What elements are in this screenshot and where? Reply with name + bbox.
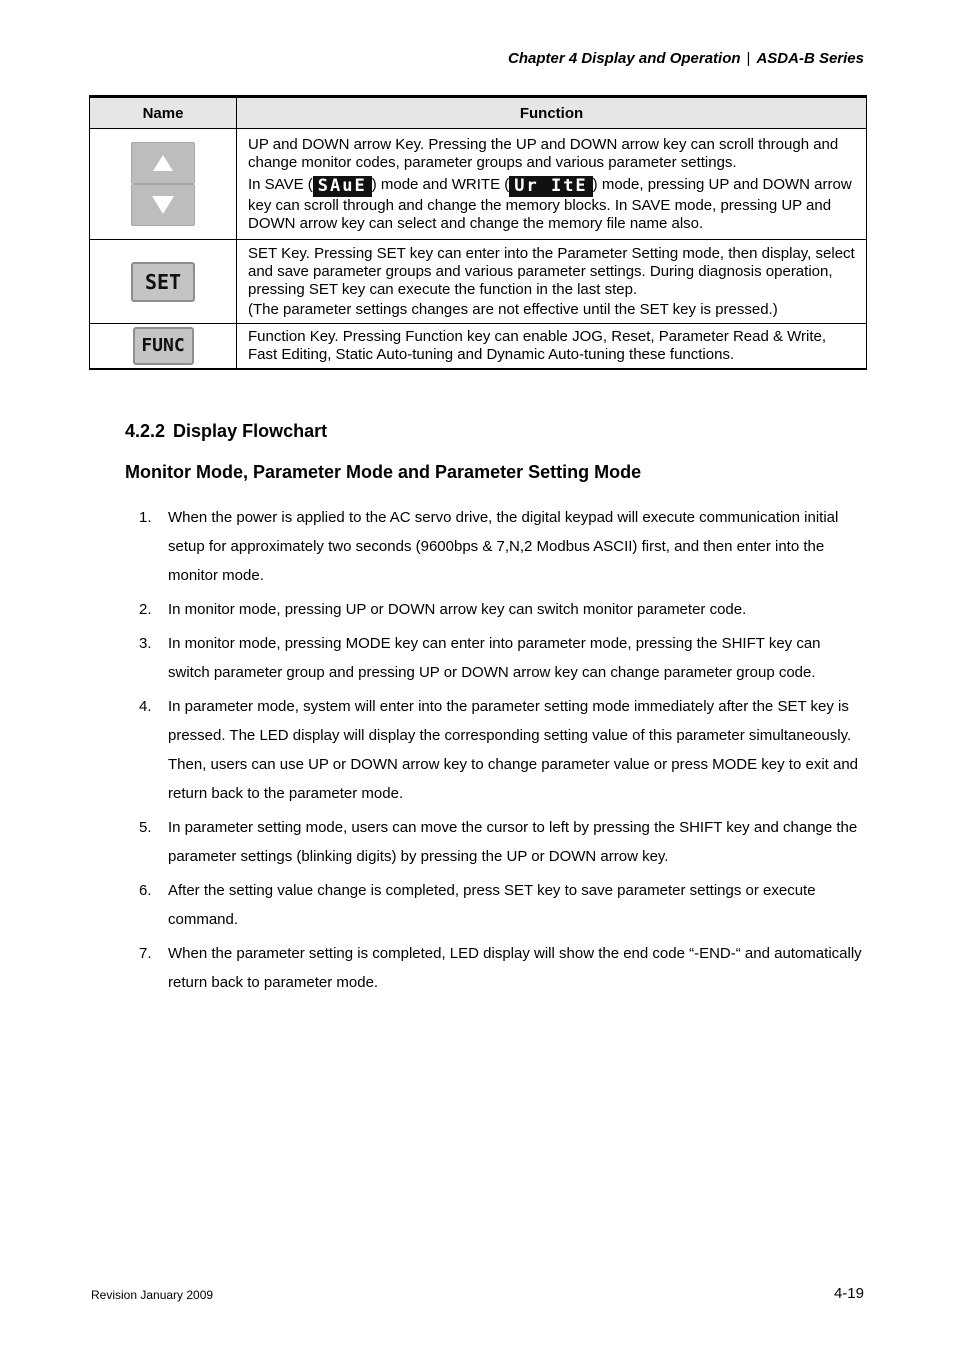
list-text: In parameter mode, system will enter into the parameter setting mode immediately after the SET key is pressed. The LED display will display the corresponding setting value of this parameter simultaneously. Then, users can use UP or DOWN arrow key to change parameter value or press MODE key to exit and return back to the parameter mode. <box>168 698 859 802</box>
arrow-desc-text: In SAVE ( <box>248 175 313 193</box>
arrow-desc-text: ) mode, pressing UP and DOWN arrow key can scroll through and change the memory blocks. In SAVE mode, pressing UP and DOWN arrow key can select and change the memory file name also. <box>248 175 852 232</box>
arrow-desc-p2 <box>248 176 856 233</box>
list-number: 4. <box>139 698 152 715</box>
table-row-set-key <box>90 240 867 324</box>
func-key: FUNC <box>133 327 194 365</box>
set-key-description <box>237 240 867 324</box>
key-function-table <box>89 95 867 370</box>
table-row-func-key <box>90 324 867 369</box>
list-text: When the parameter setting is completed, LED display will show the end code “-END-“ and automatically return back to parameter mode. <box>168 945 862 991</box>
section-title: Display Flowchart <box>173 421 328 441</box>
arrow-keys-cell <box>90 129 237 240</box>
list-item <box>125 876 865 934</box>
steps-list <box>125 503 865 1002</box>
page-header <box>508 50 864 67</box>
lcd-save-display: SAuE <box>313 176 372 197</box>
lcd-write-display: Ur ItE <box>509 176 592 197</box>
set-desc-p2: (The parameter settings changes are not effective until the SET key is pressed.) <box>248 300 778 318</box>
func-key-description <box>237 324 867 369</box>
list-number: 7. <box>139 945 152 962</box>
list-number: 3. <box>139 635 152 652</box>
up-arrow-key <box>131 142 195 184</box>
set-key: SET <box>131 262 195 302</box>
arrow-desc-text: ) mode and WRITE ( <box>371 175 510 193</box>
section-number: 4.2.2 <box>125 421 166 441</box>
section-heading <box>125 421 327 442</box>
list-number: 2. <box>139 601 152 618</box>
list-number: 1. <box>139 509 152 526</box>
func-desc-p1: Function Key. Pressing Function key can enable JOG, Reset, Parameter Read & Write, Fast Editing, Static Auto-tuning and Dynamic Auto-tuning these functions. <box>248 327 827 363</box>
set-key-cell <box>90 240 237 324</box>
list-text: When the power is applied to the AC servo drive, the digital keypad will execute communication initial setup for approximately two seconds (9600bps & 7,N,2 Modbus ASCII) first, and then enter into the monitor mode. <box>168 509 839 584</box>
down-arrow-key <box>131 184 195 226</box>
header-separator: | <box>746 50 751 67</box>
list-item <box>125 503 865 590</box>
arrow-keys-description <box>237 129 867 240</box>
list-item <box>125 939 865 997</box>
list-text: In parameter setting mode, users can move the cursor to left by pressing the SHIFT key and change the parameter settings (blinking digits) by pressing the UP or DOWN arrow key. <box>168 819 858 865</box>
page-number: 4-19 <box>833 1285 864 1302</box>
subsection-heading: Monitor Mode, Parameter Mode and Parameter Setting Mode <box>125 462 642 482</box>
up-arrow-icon <box>153 155 173 171</box>
revision-footer: Revision January 2009 <box>91 1288 214 1302</box>
chapter-title: Chapter 4 Display and Operation <box>507 50 741 67</box>
list-item <box>125 595 865 624</box>
list-number: 5. <box>139 819 152 836</box>
list-text: In monitor mode, pressing UP or DOWN arrow key can switch monitor parameter code. <box>168 601 747 618</box>
series-name: ASDA-B Series <box>756 50 864 67</box>
list-text: After the setting value change is completed, press SET key to save parameter settings or execute command. <box>168 882 816 928</box>
function-column-header: Function <box>237 97 867 129</box>
func-key-cell <box>90 324 237 369</box>
list-item <box>125 813 865 871</box>
name-column-header: Name <box>90 97 237 129</box>
table-row-arrow-keys <box>90 129 867 240</box>
arrow-desc-p1: UP and DOWN arrow Key. Pressing the UP and DOWN arrow key can scroll through and change monitor codes, parameter groups and various parameter settings. <box>248 135 839 171</box>
set-desc-p1: SET Key. Pressing SET key can enter into the Parameter Setting mode, then display, select and save parameter groups and various parameter settings. During diagnosis operation, pressing SET key can execute the function in the last step. <box>248 244 855 298</box>
list-item <box>125 692 865 808</box>
list-item <box>125 629 865 687</box>
table-header-row <box>90 97 867 129</box>
list-text: In monitor mode, pressing MODE key can enter into parameter mode, pressing the SHIFT key can switch parameter group and pressing UP or DOWN arrow key can change parameter group code. <box>168 635 821 681</box>
list-number: 6. <box>139 882 152 899</box>
down-arrow-icon <box>152 196 174 214</box>
